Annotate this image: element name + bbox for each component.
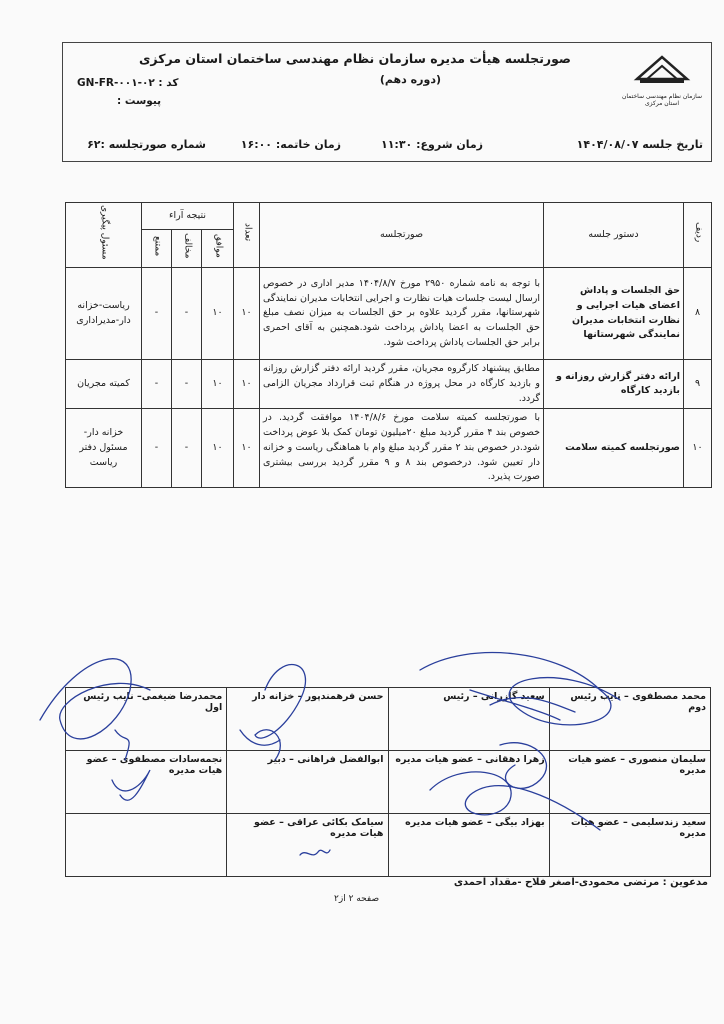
row-abstain: -: [142, 409, 172, 488]
page-number: صفحه ۲ از۲: [334, 894, 380, 904]
row-agenda: ارائه دفتر گزارش روزانه و بازدید کارگاه: [544, 360, 684, 409]
header-responsible: مسئول پیگیری: [66, 203, 142, 268]
row-count: ۱۰: [234, 409, 260, 488]
header-row-no: ردیف: [684, 203, 712, 268]
signature-cell: بهزاد بیگی – عضو هیات مدیره: [388, 814, 549, 877]
logo-caption: سازمان نظام مهندسی ساختمان استان مرکزی: [621, 93, 703, 108]
document-subtitle: (دوره دهم): [379, 73, 441, 86]
row-count: ۱۰: [234, 268, 260, 360]
meeting-date: تاریخ جلسه ۱۴۰۴/۰۸/۰۷: [576, 138, 703, 151]
row-number: ۹: [684, 360, 712, 409]
row-agenda: حق الجلسات و پاداش اعضای هیات اجرایی و نظارت انتخابات مدیران نمایندگی شهرستانها: [544, 268, 684, 360]
attachment-label: پیوست :: [117, 95, 162, 107]
logo-icon: [632, 49, 692, 89]
row-agenda: صورتجلسه کمیته سلامت: [544, 409, 684, 488]
minutes-number: شماره صورتجلسه :۶۲: [87, 138, 206, 151]
row-agree: ۱۰: [202, 268, 234, 360]
row-responsible: ریاست-خزانه دار-مدیراداری: [66, 268, 142, 360]
signature-cell: نجمه‌سادات مصطفوی – عضو هیات مدیره: [66, 751, 227, 814]
signature-cell: زهرا دهقانی – عضو هیات مدیره: [388, 751, 549, 814]
signature-cell: ابوالفضل فراهانی – دبیر: [227, 751, 388, 814]
row-number: ۸: [684, 268, 712, 360]
header-agenda: دستور جلسه: [544, 203, 684, 268]
row-abstain: -: [142, 360, 172, 409]
end-time: زمان خاتمه: ۱۶:۰۰: [240, 138, 341, 151]
header-count: تعداد: [234, 203, 260, 268]
table-row: [66, 360, 712, 409]
row-oppose: -: [172, 360, 202, 409]
row-count: ۱۰: [234, 360, 260, 409]
header-vote-result: نتیجه آراء: [142, 203, 234, 230]
signature-cell: [66, 814, 227, 877]
signature-row: [66, 688, 711, 751]
row-responsible: خزانه دار- مسئول دفتر ریاست: [66, 409, 142, 488]
signature-row: [66, 751, 711, 814]
signature-cell: سیامک بکائی عراقی – عضو هیات مدیره: [227, 814, 388, 877]
organization-logo: [621, 49, 703, 115]
row-minutes: با توجه به نامه شماره ۲۹۵۰ مورخ ۱۴۰۴/۸/۷ مدیر اداری در خصوص ارسال لیست جلسات هیات نظارت و اجرایی انتخابات مدیران نمایندگی شهرستانها، مقرر گردید علاوه بر حق الجلسات به میزان نصف مبلغ حق الجلسات به اعضا پاداش پرداخت شود.همچنین به آقای احمری برابر حق الجلسات پاداش پرداخت شود.: [260, 268, 544, 360]
table-row: [66, 268, 712, 360]
row-number: ۱۰: [684, 409, 712, 488]
row-abstain: -: [142, 268, 172, 360]
row-agree: ۱۰: [202, 360, 234, 409]
form-code: کد : GN-FR-۰۰۱-۰۲: [77, 77, 179, 89]
signature-cell: سلیمان منصوری – عضو هیات مدیره: [549, 751, 710, 814]
row-minutes: با صورتجلسه کمیته سلامت مورخ ۱۴۰۴/۸/۶ موافقت گردید. در خصوص بند ۴ مقرر گردید مبلغ ۲۰میلیون تومان کمک بلا عوض پرداخت شود.در خصوص بند ۲ مقرر گردید مبلغ وام با هماهنگی ریاست و خزانه دار تعیین شود. درخصوص بند ۸ و ۹ مقرر گردید بررسی بیشتری صورت پذیرد.: [260, 409, 544, 488]
start-time: زمان شروع: ۱۱:۳۰: [381, 138, 483, 151]
signature-cell: محمدرضا ضیغمی– نایب رئیس اول: [66, 688, 227, 751]
document-title: صورتجلسه هیأت مدیره سازمان نظام مهندسی ساختمان استان مرکزی: [138, 51, 571, 66]
signature-cell: محمد مصطفوی – نایب رئیس دوم: [549, 688, 710, 751]
guests-line: مدعوین : مرتضی محمودی-اصغر فلاح -مقداد احمدی: [453, 877, 708, 888]
signature-table: [65, 687, 711, 877]
row-responsible: کمیته مجریان: [66, 360, 142, 409]
minutes-table: [65, 202, 712, 488]
header-agree: موافق: [202, 230, 234, 268]
signature-cell: سعید گازرانی – رئیس: [388, 688, 549, 751]
header-abstain: ممتنع: [142, 230, 172, 268]
row-minutes: مطابق پیشنهاد کارگروه مجریان، مقرر گردید ارائه دفتر گزارش روزانه و بازدید کارگاه در محل پروژه در هنگام ثبت قرارداد مجریان الزامی گردد.: [260, 360, 544, 409]
signature-row: [66, 814, 711, 877]
header-minutes: صورتجلسه: [260, 203, 544, 268]
signature-cell: سعید زندسلیمی – عضو هیات مدیره: [549, 814, 710, 877]
row-oppose: -: [172, 409, 202, 488]
row-oppose: -: [172, 268, 202, 360]
signature-cell: حسن فرهمندپور – خزانه دار: [227, 688, 388, 751]
header-oppose: مخالف: [172, 230, 202, 268]
table-row: [66, 409, 712, 488]
row-agree: ۱۰: [202, 409, 234, 488]
header-box: [62, 42, 712, 162]
